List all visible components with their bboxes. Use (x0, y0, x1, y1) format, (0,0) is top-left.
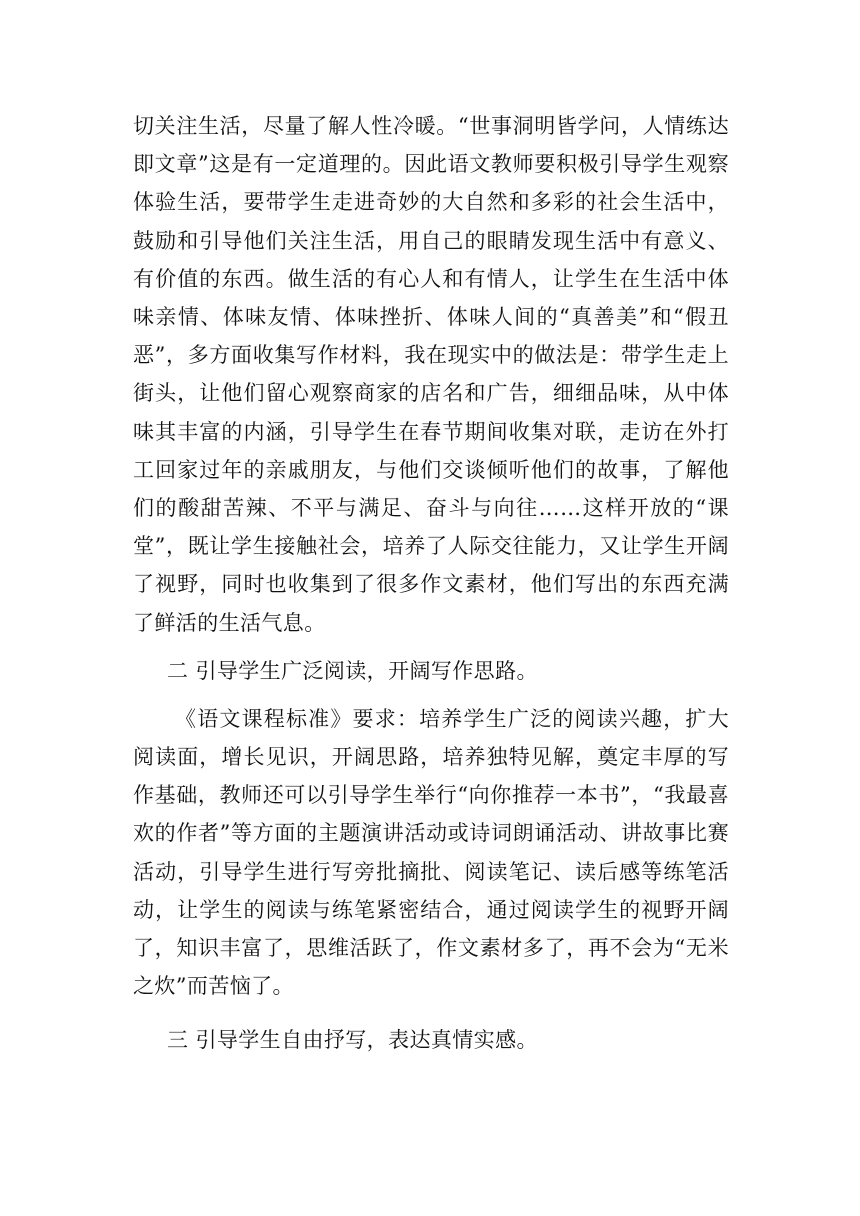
spacer (133, 1005, 729, 1021)
paragraph-life-observation: 切关注生活，尽量了解人性冷暖。“世事洞明皆学问，人情练达即文章”这是有一定道理的。因此语文教师要积极引导学生观察体验生活，要带学生走进奇妙的大自然和多彩的社会生活中，鼓励和引导他们关注生活，用自己的眼睛发现生活中有意义、有价值的东西。做生活的有心人和有情人，让学生在生活中体味亲情、体味友情、体味挫折、体味人间的“真善美”和“假丑恶”，多方面收集写作材料，我在现实中的做法是：带学生走上街头，让他们留心观察商家的店名和广告，细细品味，从中体味其丰富的内涵，引导学生在春节期间收集对联，走访在外打工回家过年的亲戚朋友，与他们交谈倾听他们的故事，了解他们的酸甜苦辣、不平与满足、奋斗与向往……这样开放的“课堂”，既让学生接触社会，培养了人际交往能力，又让学生开阔了视野，同时也收集到了很多作文素材，他们写出的东西充满了鲜活的生活气息。 (133, 114, 729, 635)
paragraph-reading: 《语文课程标准》要求：培养学生广泛的阅读兴趣，扩大阅读面，增长见识，开阔思路，培养独特见解，奠定丰厚的写作基础，教师还可以引导学生举行“向你推荐一本书”，“我最喜欢的作者”等方面的主题演讲活动或诗词朗诵活动、讲故事比赛活动，引导学生进行写旁批摘批、阅读笔记、读后感等练笔活动，让学生的阅读与练笔紧密结合，通过阅读学生的视野开阔了，知识丰富了，思维活跃了，作文素材多了，再不会为“无米之炊”而苦恼了。 (133, 706, 729, 999)
section-heading-reading: 二 引导学生广泛阅读，开阔写作思路。 (167, 658, 538, 683)
spacer (133, 642, 729, 652)
section-heading-free-writing: 三 引导学生自由抒写，表达真情实感。 (167, 1028, 538, 1053)
document-body (133, 107, 729, 1059)
spacer (133, 690, 729, 700)
